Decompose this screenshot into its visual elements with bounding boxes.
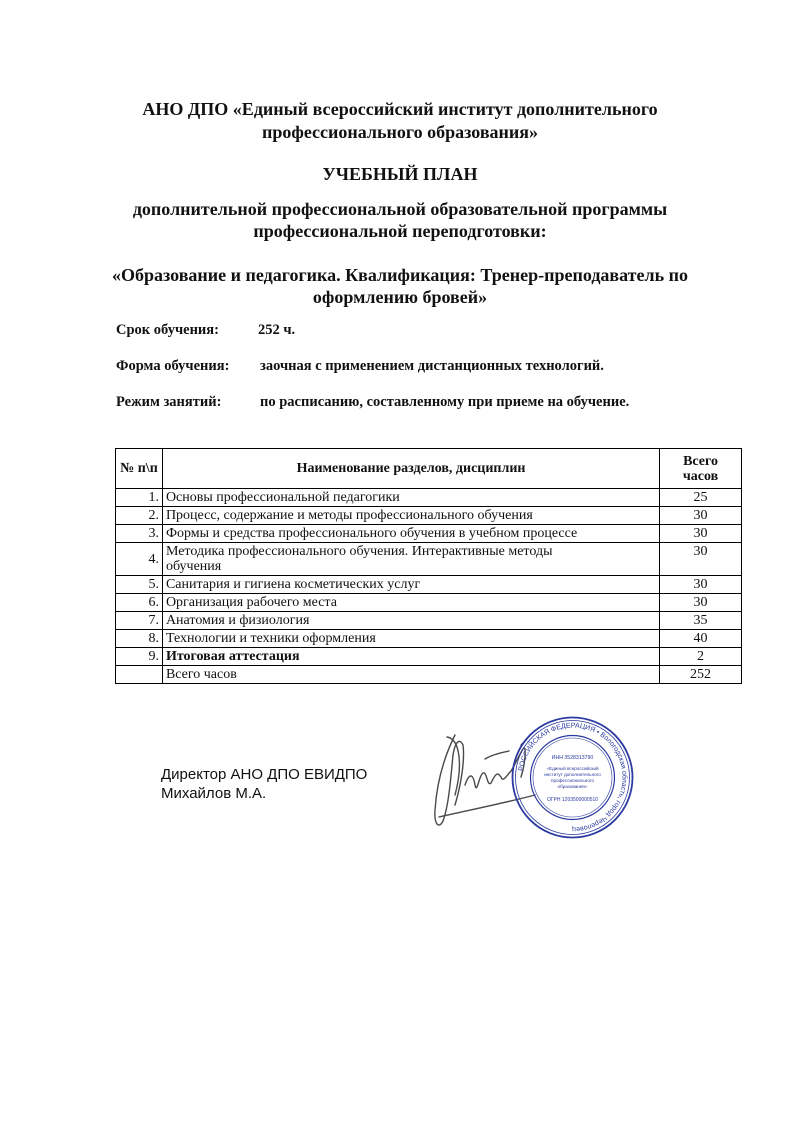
info-duration xyxy=(116,322,295,339)
org-line-2: профессионального образования» xyxy=(261,122,539,142)
header-hours xyxy=(660,449,742,489)
row-name: Итоговая аттестация xyxy=(162,648,659,666)
table-row xyxy=(116,543,742,576)
program-description xyxy=(0,198,800,242)
row-hours: 35 xyxy=(660,612,742,630)
org-line-1: АНО ДПО «Единый всероссийский институт дополнительного xyxy=(142,99,658,119)
row-num: 5. xyxy=(116,576,163,594)
table-header-row xyxy=(116,449,742,489)
info-label: Срок обучения: xyxy=(116,322,219,338)
svg-text:ОГРН 1203500000510: ОГРН 1203500000510 xyxy=(546,797,599,803)
info-label: Форма обучения: xyxy=(116,358,230,374)
table-row xyxy=(116,612,742,630)
row-num: 7. xyxy=(116,612,163,630)
table-row xyxy=(116,525,742,543)
row-hours: 30 xyxy=(660,576,742,594)
table-row xyxy=(116,507,742,525)
row-hours: 30 xyxy=(660,594,742,612)
row-hours: 30 xyxy=(660,525,742,543)
total-label: Всего часов xyxy=(162,666,659,684)
row-hours: 40 xyxy=(660,630,742,648)
info-form xyxy=(116,358,604,375)
table-row xyxy=(116,489,742,507)
program-line-1: дополнительной профессиональной образовательной программы xyxy=(132,199,668,219)
row-num: 9. xyxy=(116,648,163,666)
total-hours: 252 xyxy=(660,666,742,684)
row-hours: 30 xyxy=(660,507,742,525)
row-hours: 25 xyxy=(660,489,742,507)
signatory-block xyxy=(161,765,367,803)
row-name: Технологии и техники оформления xyxy=(162,630,659,648)
row-num: 3. xyxy=(116,525,163,543)
info-label: Режим занятий: xyxy=(116,394,222,410)
svg-text:РОССИЙСКАЯ ФЕДЕРАЦИЯ • Вологод: РОССИЙСКАЯ ФЕДЕРАЦИЯ • Вологодская область, город Череповец xyxy=(517,722,628,833)
row-name: Анатомия и физиология xyxy=(162,612,659,630)
total-num-empty xyxy=(116,666,163,684)
header-num: № п\п xyxy=(116,449,163,489)
svg-text:профессионального: профессионального xyxy=(550,778,595,783)
plan-title: УЧЕБНЫЙ ПЛАН xyxy=(322,164,478,184)
info-value: заочная с применением дистанционных технологий. xyxy=(260,358,604,374)
official-seal-stamp xyxy=(510,715,635,840)
row-name: Процесс, содержание и методы профессионального обучения xyxy=(162,507,659,525)
row-hours: 30 xyxy=(660,543,742,576)
header-hours-line-2: часов xyxy=(682,468,719,484)
total-row xyxy=(116,666,742,684)
row-hours: 2 xyxy=(660,648,742,666)
signatory-title: Директор АНО ДПО ЕВИДПО xyxy=(161,766,368,783)
row-num: 1. xyxy=(116,489,163,507)
table-row xyxy=(116,630,742,648)
table-row xyxy=(116,594,742,612)
row-name: Методика профессионального обучения. Интерактивные методы обучения xyxy=(162,543,659,576)
table-row xyxy=(116,648,742,666)
program-line-2: профессиональной переподготовки: xyxy=(253,221,547,241)
svg-text:институт дополнительного: институт дополнительного xyxy=(544,772,601,777)
qualif-line-1: «Образование и педагогика. Квалификация: Тренер-преподаватель по xyxy=(112,265,688,285)
info-value: 252 ч. xyxy=(258,322,296,338)
svg-text:ИНН 3528313790: ИНН 3528313790 xyxy=(551,755,594,761)
signatory-name: Михайлов М.А. xyxy=(161,785,267,802)
curriculum-table xyxy=(115,448,742,684)
organization-name xyxy=(0,98,800,144)
row-num: 4. xyxy=(116,543,163,576)
program-qualification xyxy=(0,264,800,308)
row-name: Организация рабочего места xyxy=(162,594,659,612)
row-num: 6. xyxy=(116,594,163,612)
row-num: 8. xyxy=(116,630,163,648)
row-name: Формы и средства профессионального обучения в учебном процессе xyxy=(162,525,659,543)
table-row xyxy=(116,576,742,594)
info-schedule xyxy=(116,394,629,411)
header-hours-line-1: Всего xyxy=(683,453,719,469)
row-name: Основы профессиональной педагогики xyxy=(162,489,659,507)
header-name: Наименование разделов, дисциплин xyxy=(162,449,659,489)
qualif-line-2: оформлению бровей» xyxy=(312,287,488,307)
row-name: Санитария и гигиена косметических услуг xyxy=(162,576,659,594)
row-num: 2. xyxy=(116,507,163,525)
info-value: по расписанию, составленному при приеме на обучение. xyxy=(260,394,630,410)
svg-text:образования»: образования» xyxy=(557,784,588,789)
svg-text:«Единый всероссийский: «Единый всероссийский xyxy=(546,766,599,771)
